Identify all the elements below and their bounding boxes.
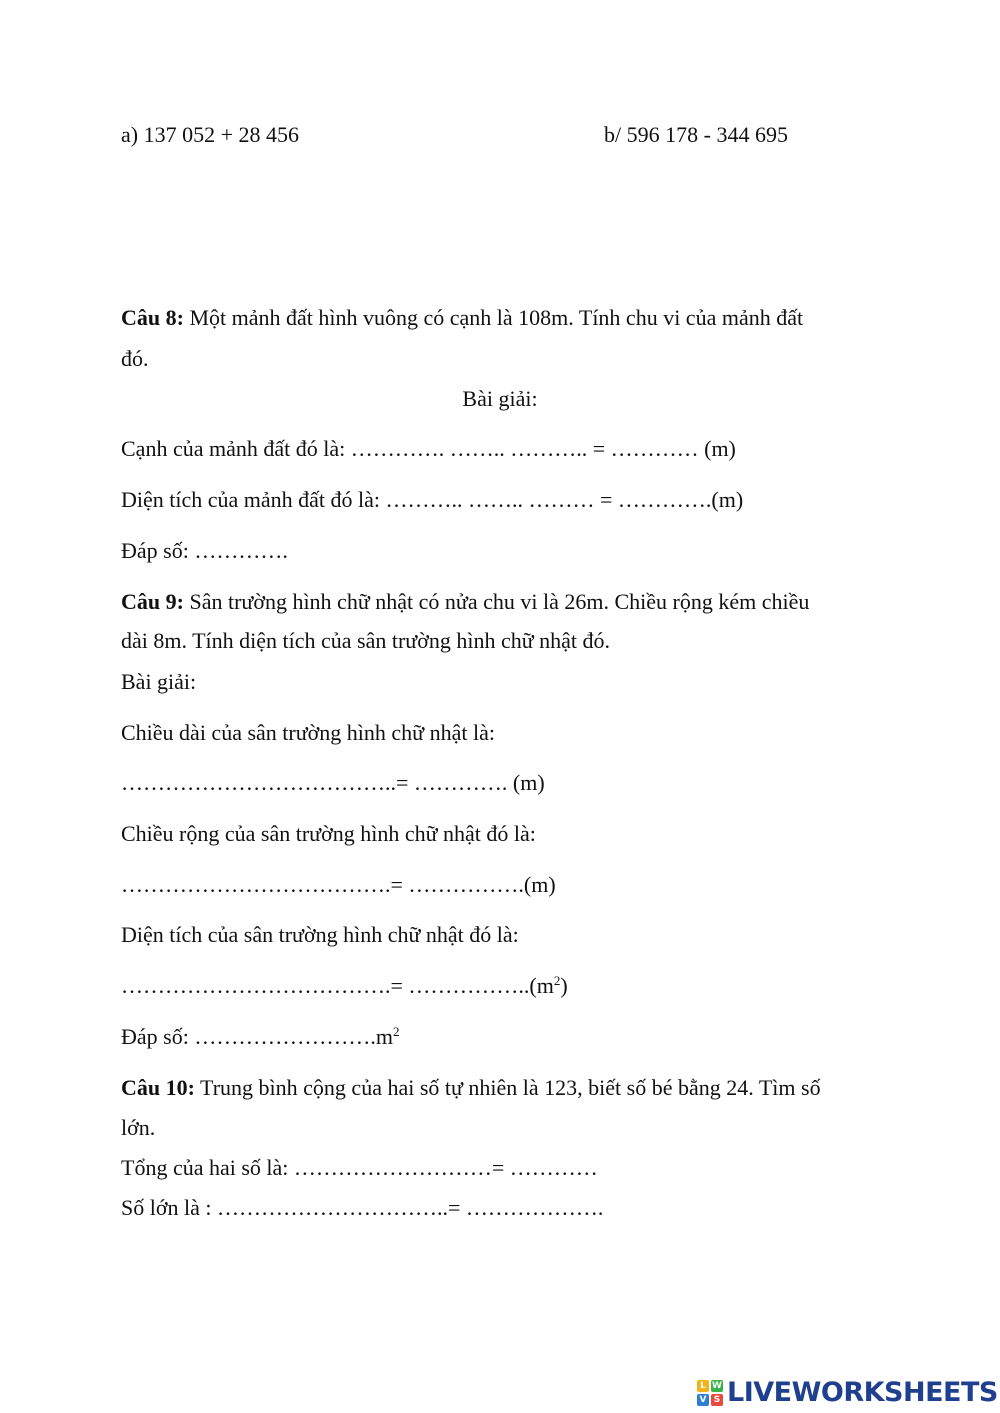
q8-answer: Đáp số: …………. bbox=[121, 538, 288, 563]
question-10-text: Trung bình cộng của hai số tự nhiên là 123, biết số bé bằng 24. Tìm số bbox=[194, 1075, 821, 1100]
exercise-b: b/ 596 178 - 344 695 bbox=[604, 122, 788, 147]
question-9 bbox=[121, 589, 809, 615]
q8-area-line: Diện tích của mảnh đất đó là: ……….. …….. ……… = ………….(m) bbox=[121, 487, 744, 512]
q9-width-label: Chiều rộng của sân trường hình chữ nhật đó là: bbox=[121, 821, 536, 846]
q10-sum-line: Tổng của hai số là: ………………………= ………… bbox=[121, 1155, 598, 1180]
question-10 bbox=[121, 1075, 821, 1101]
q9-length-label: Chiều dài của sân trường hình chữ nhật là: bbox=[121, 720, 495, 745]
liveworksheets-logo bbox=[697, 1377, 998, 1409]
q9-answer-exponent: 2 bbox=[392, 1024, 400, 1039]
q9-area-label: Diện tích của sân trường hình chữ nhật đó là: bbox=[121, 922, 519, 947]
liveworksheets-mark-icon bbox=[697, 1380, 723, 1406]
q8-solution-title: Bài giải: bbox=[462, 386, 538, 411]
q9-solution-title: Bài giải: bbox=[121, 669, 197, 694]
q8-edge-line: Cạnh của mảnh đất đó là: …………. …….. ……….. = ………… (m) bbox=[121, 436, 736, 461]
question-9-text-cont: dài 8m. Tính diện tích của sân trường hình chữ nhật đó. bbox=[121, 628, 611, 653]
q9-area-exponent: 2 bbox=[553, 973, 561, 988]
logo-mark-s: S bbox=[711, 1394, 723, 1406]
logo-mark-l: L bbox=[697, 1380, 709, 1392]
q9-area-close: ) bbox=[560, 973, 568, 998]
question-10-label: Câu 10: bbox=[121, 1075, 195, 1100]
question-8-label: Câu 8: bbox=[121, 305, 184, 330]
q9-width-blank: ……………………………….= …………….(m) bbox=[121, 872, 556, 897]
exercise-a: a) 137 052 + 28 456 bbox=[121, 122, 299, 147]
q9-answer-text: Đáp số: …………………….m bbox=[121, 1024, 393, 1049]
question-9-text: Sân trường hình chữ nhật có nửa chu vi là 26m. Chiều rộng kém chiều bbox=[183, 589, 810, 614]
liveworksheets-wordmark: LIVEWORKSHEETS bbox=[727, 1377, 998, 1408]
question-9-label: Câu 9: bbox=[121, 589, 184, 614]
q9-answer bbox=[121, 1024, 399, 1050]
question-8 bbox=[121, 305, 803, 331]
q9-length-blank: ………………………………..= …………. (m) bbox=[121, 770, 545, 795]
q9-area-blank-text: ……………………………….= ……………..(m bbox=[121, 973, 554, 998]
q10-big-line: Số lớn là : …………………………..= ………………. bbox=[121, 1195, 604, 1220]
question-10-text-cont: lớn. bbox=[121, 1115, 156, 1140]
question-8-text: Một mảnh đất hình vuông có cạnh là 108m. Tính chu vi của mảnh đất bbox=[183, 305, 804, 330]
question-8-text-cont: đó. bbox=[121, 346, 149, 371]
logo-mark-v: V bbox=[697, 1394, 709, 1406]
q9-area-blank bbox=[121, 973, 568, 999]
logo-mark-w: W bbox=[712, 1381, 722, 1391]
